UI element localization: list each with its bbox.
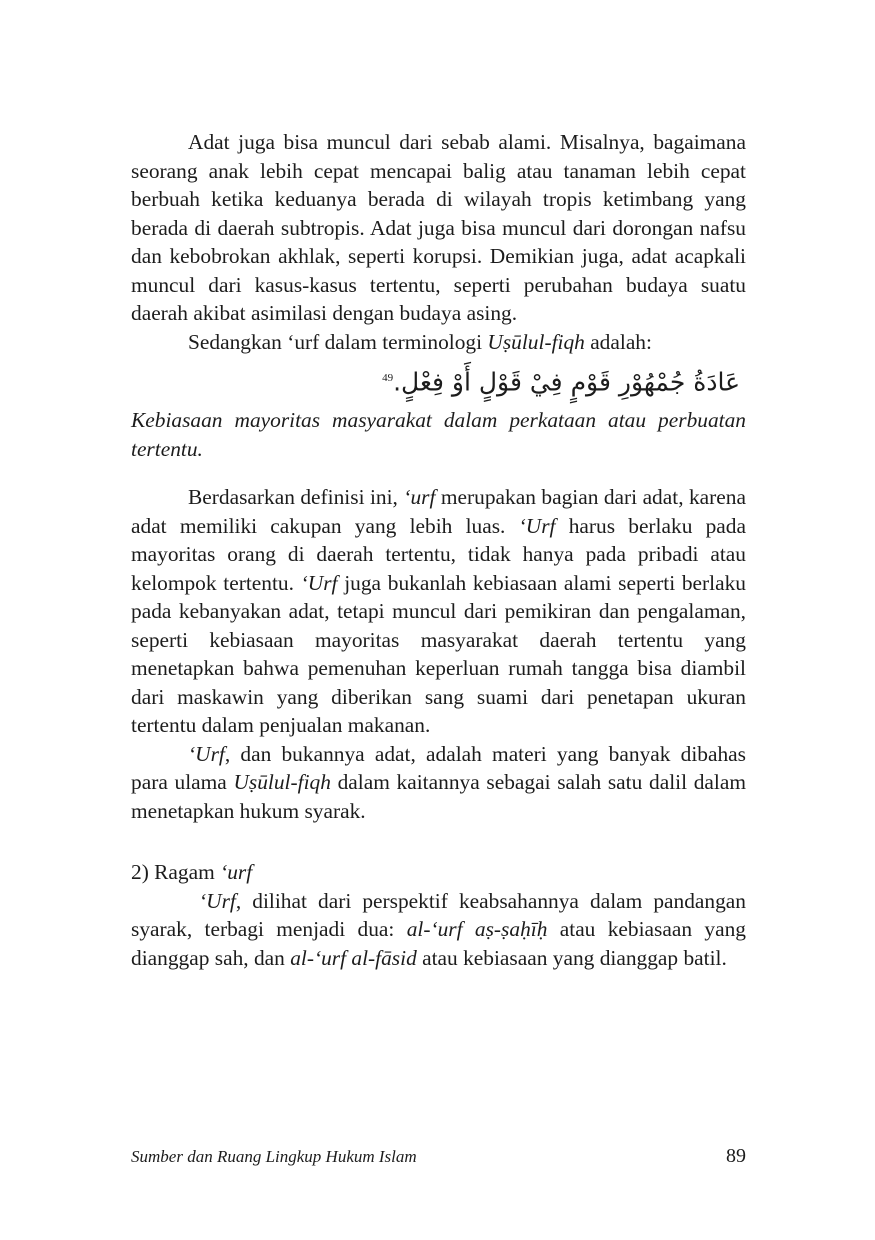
translation: Kebiasaan mayoritas masyarakat dalam perkataan atau perbuatan tertentu.	[131, 408, 746, 461]
section-heading: 2) Ragam ‘urf	[131, 860, 253, 885]
page-number: 89	[726, 1145, 746, 1167]
running-title: Sumber dan Ruang Lingkup Hukum Islam	[131, 1147, 417, 1166]
footnote-ref: 49	[382, 372, 394, 384]
paragraph-adat-alami: Adat juga bisa muncul dari sebab alami. Misalnya, bagaimana seorang anak lebih cepat mencapai balig atau tanaman lebih cepat berbuah ketika keduanya berada di wilayah tropis ketimbang yang berada di daerah subtropis. Adat juga bisa muncul dari dorongan nafsu dan kebobrokan akhlak, seperti korupsi. Demikian juga, adat acapkali muncul dari kasus-kasus tertentu, seperti perubahan budaya suatu daerah akibat asimilasi dengan budaya asing.	[131, 130, 746, 325]
paragraph-ragam-urf: ‘Urf, dilihat dari perspektif keabsahannya dalam pandangan syarak, terbagi menjadi dua: al-‘urf aṣ-ṣaḥīḥ atau kebiasaan yang dianggap sah, dan al-‘urf al-fāsid atau kebiasaan yang dianggap batil.	[131, 888, 746, 970]
paragraph-urf-materi: ‘Urf, dan bukannya adat, adalah materi yang banyak dibahas para ulama Uṣūlul-fiqh dalam kaitannya sebagai salah satu dalil dalam menetapkan hukum syarak.	[131, 741, 746, 823]
paragraph-urf-definisi: Berdasarkan definisi ini, ‘urf merupakan bagian dari adat, karena adat memiliki cakupan yang lebih luas. ‘Urf harus berlaku pada mayoritas orang di daerah tertentu, tidak hanya pada pribadi atau kelompok tertentu. ‘Urf juga bukanlah kebiasaan alami seperti berlaku pada kebanyakan adat, tetapi muncul dari pemikiran dan pengalaman, seperti kebiasaan mayoritas masyarakat daerah tertentu yang menetapkan bahwa pemenuhan keperluan rumah tangga bisa diambil dari maskawin yang diberikan sang suami dari penetapan ukuran tertentu dalam penjualan makanan.	[131, 485, 746, 738]
paragraph-urf-intro: Sedangkan ‘urf dalam terminologi Uṣūlul-fiqh adalah:	[188, 329, 652, 354]
arabic-definition	[131, 356, 746, 404]
page-footer	[131, 1145, 746, 1168]
page-body	[131, 128, 746, 972]
arabic-text: عَادَةُ جُمْهُوْرِ قَوْمٍ فِيْ قَوْلٍ أَوْ فِعْلٍ.	[393, 367, 740, 397]
